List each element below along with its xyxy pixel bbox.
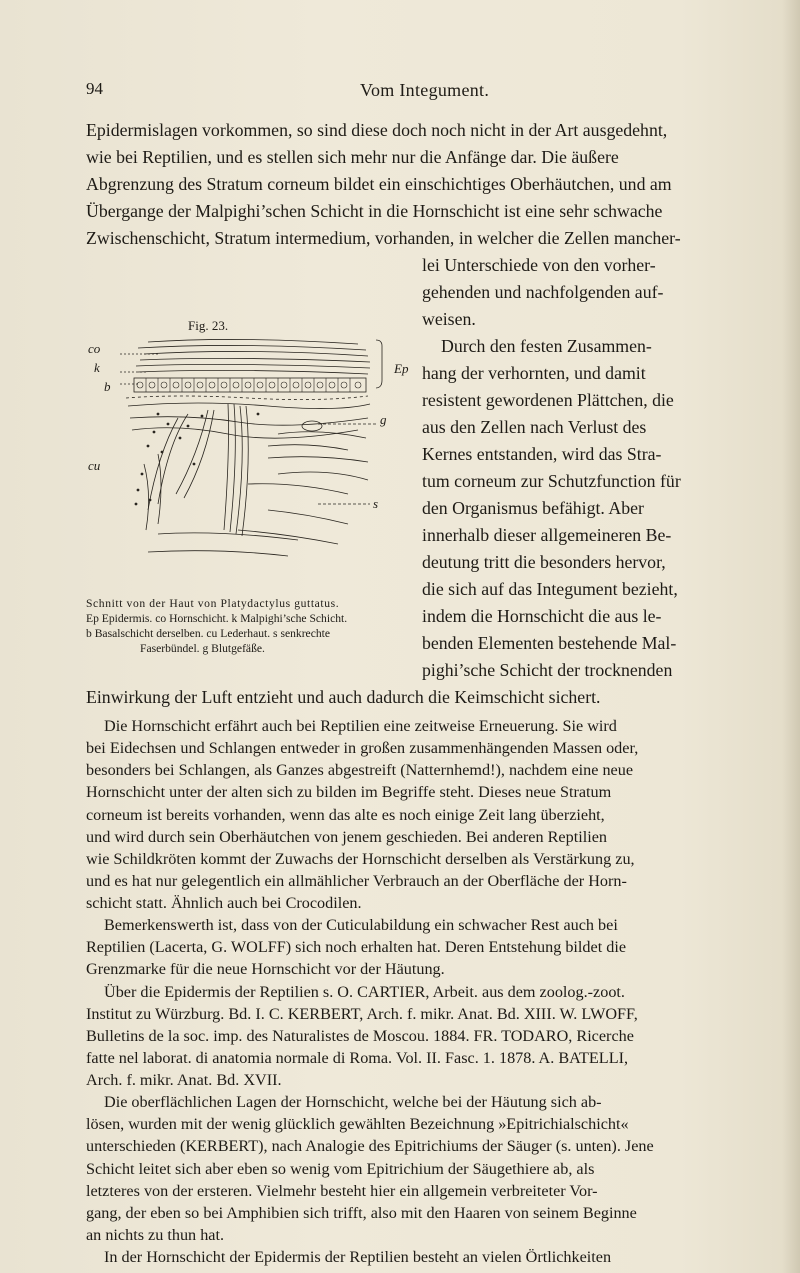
text-line: hang der verhornten, und damit	[422, 363, 646, 383]
text-line: Einwirkung der Luft entzieht und auch dadurch die Keimschicht sichert.	[86, 687, 601, 707]
skin-section-illustration	[118, 334, 388, 592]
text-line: bei Eidechsen und Schlangen entweder in großen zusammenhängenden Massen oder,	[86, 739, 639, 758]
figure-caption-line: Faserbündel. g Blutgefäße.	[140, 642, 265, 655]
running-head: Vom Integument.	[360, 80, 490, 100]
text-line: wie bei Reptilien, und es stellen sich mehr nur die Anfänge dar. Die äußere	[86, 147, 619, 167]
text-line: pighi’sche Schicht der trocknenden	[422, 660, 673, 680]
text-line: lösen, wurden mit der wenig glücklich gewählten Bezeichnung »Epitrichialschicht«	[86, 1115, 629, 1134]
text-line: Durch den festen Zusammen-	[441, 336, 652, 356]
page-number: 94	[86, 79, 103, 98]
text-line: und wird durch sein Oberhäutchen von jenem geschieden. Bei anderen Reptilien	[86, 827, 607, 846]
text-line: Über die Epidermis der Reptilien s. O. CARTIER, Arbeit. aus dem zoolog.-zoot.	[104, 982, 625, 1001]
text-line: Grenzmarke für die neue Hornschicht vor der Häutung.	[86, 960, 445, 979]
figure-letter-k: k	[94, 360, 100, 375]
figure-letter-ep: Ep	[394, 361, 409, 376]
figure-letter-cu: cu	[88, 458, 101, 473]
text-line: fatte nel laborat. di anatomia normale di Roma. Vol. II. Fasc. 1. 1878. A. BATELLI,	[86, 1048, 629, 1067]
text-line: Bemerkenswerth ist, dass von der Cuticulabildung ein schwacher Rest auch bei	[104, 916, 618, 935]
text-line: Epidermislagen vorkommen, so sind diese doch noch nicht in der Art ausgedehnt,	[86, 120, 668, 140]
text-line: Arch. f. mikr. Anat. Bd. XVII.	[86, 1071, 282, 1089]
text-line: innerhalb dieser allgemeineren Be-	[422, 525, 672, 545]
text-line: weisen.	[422, 309, 476, 329]
text-line: deutung tritt die besonders hervor,	[422, 552, 666, 572]
page-edge-shadow	[782, 0, 800, 1273]
text-line: Übergange der Malpighi’schen Schicht in die Hornschicht ist eine sehr schwache	[86, 201, 663, 221]
text-line: besonders bei Schlangen, als Ganzes abgestreift (Natternhemd!), nachdem eine neue	[86, 761, 634, 780]
figure-letter-co: co	[88, 341, 101, 356]
text-line: Bulletins de la soc. imp. des Naturalistes de Moscou. 1884. FR. TODARO, Ricerche	[86, 1026, 634, 1045]
text-line: Die oberflächlichen Lagen der Hornschicht, welche bei der Häutung sich ab-	[104, 1093, 602, 1112]
figure-caption-line: Ep Epidermis. co Hornschicht. k Malpighi’sche Schicht.	[86, 612, 348, 625]
text-line: Hornschicht unter der alten sich zu bilden im Begriffe steht. Dieses neue Stratum	[86, 783, 612, 802]
text-line: Kernes entstanden, wird das Stra-	[422, 444, 662, 464]
text-line: schicht statt. Ähnlich auch bei Crocodilen.	[86, 894, 362, 912]
text-line: an nichts zu thun hat.	[86, 1225, 225, 1244]
text-line: unterschieden (KERBERT), nach Analogie des Epitrichiums der Säuger (s. unten). Jene	[86, 1137, 654, 1156]
text-line: Reptilien (Lacerta, G. WOLFF) sich noch erhalten hat. Deren Entstehung bildet die	[86, 938, 627, 957]
text-line: aus den Zellen nach Verlust des	[422, 417, 647, 437]
figure-caption-line: Schnitt von der Haut von Platydactylus guttatus.	[86, 597, 340, 610]
text-line: Die Hornschicht erfährt auch bei Reptilien eine zeitweise Erneuerung. Sie wird	[104, 717, 617, 735]
text-line: Zwischenschicht, Stratum intermedium, vorhanden, in welcher die Zellen mancher-	[86, 228, 681, 248]
figure-letter-g: g	[380, 412, 387, 427]
text-line: lei Unterschiede von den vorher-	[422, 255, 656, 275]
text-line: gang, der eben so bei Amphibien sich trifft, also mit den Haaren von seinem Beginne	[86, 1203, 637, 1222]
text-line: resistent gewordenen Plättchen, die	[422, 390, 674, 410]
text-line: und es hat nur gelegentlich ein allmählicher Verbrauch an der Oberfläche der Horn-	[86, 871, 627, 890]
figure-label: Fig. 23.	[188, 318, 229, 333]
text-line: letzteres von der ersteren. Vielmehr besteht hier ein allgemein verbreiteter Vor-	[86, 1181, 598, 1200]
text-line: gehenden und nachfolgenden auf-	[422, 282, 664, 302]
figure-letter-s: s	[373, 496, 379, 511]
text-line: indem die Hornschicht die aus le-	[422, 606, 662, 626]
text-line: corneum ist bereits vorhanden, wenn das alte es noch einige Zeit lang überzieht,	[86, 805, 605, 824]
figure-caption-line: b Basalschicht derselben. cu Lederhaut. s senkrechte	[86, 627, 331, 640]
text-line: Institut zu Würzburg. Bd. I. C. KERBERT, Arch. f. mikr. Anat. Bd. XIII. W. LWOFF,	[86, 1004, 638, 1023]
text-line: Abgrenzung des Stratum corneum bildet ein einschichtiges Oberhäutchen, und am	[86, 174, 672, 194]
text-line: die sich auf das Integument bezieht,	[422, 579, 678, 599]
figure-letter-b: b	[104, 379, 111, 394]
text-line: benden Elementen bestehende Mal-	[422, 633, 677, 653]
text-line: Schicht leitet sich aber eben so wenig vom Epitrichium der Säugethiere ab, als	[86, 1159, 595, 1178]
text-line: tum corneum zur Schutzfunction für	[422, 471, 681, 491]
text-line: wie Schildkröten kommt der Zuwachs der Hornschicht derselben als Verstärkung zu,	[86, 849, 635, 868]
text-line: In der Hornschicht der Epidermis der Reptilien besteht an vielen Örtlichkeiten	[104, 1248, 612, 1266]
text-line: den Organismus befähigt. Aber	[422, 498, 644, 518]
